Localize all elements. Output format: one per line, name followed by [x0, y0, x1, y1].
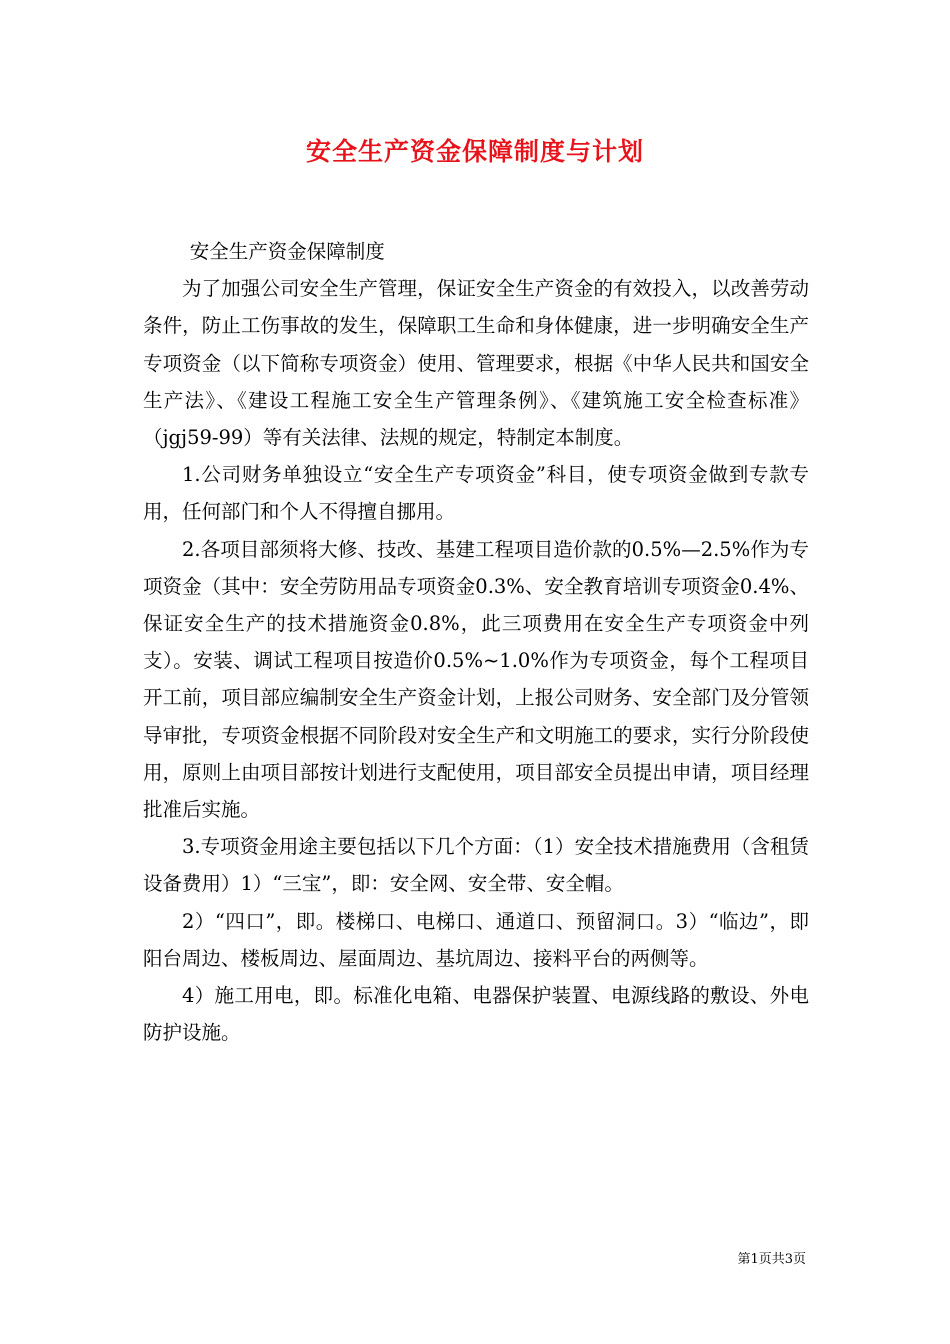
page-title: 安全生产资金保障制度与计划: [305, 137, 644, 166]
paragraph-intro: 为了加强公司安全生产管理，保证安全生产资金的有效投入，以改善劳动条件，防止工伤事故的发生，保障职工生命和身体健康，进一步明确安全生产专项资金（以下简称专项资金）使用、管理要求，根据《中华人民共和国安全生产法》、《建设工程施工安全生产管理条例》、《建筑施工安全检查标准》（jgj59-99）等有关法律、法规的规定，特制定本制度。: [143, 277, 809, 450]
paragraph-item-2: 2.各项目部须将大修、技改、基建工程项目造价款的0.5%—2.5%作为专项资金（其中：安全劳防用品专项资金0.3%、安全教育培训专项资金0.4%、保证安全生产的技术措施资金0.8%，此三项费用在安全生产专项资金中列支）。安装、调试工程项目按造价0.5%~1.0%作为专项资金，每个工程项目开工前，项目部应编制安全生产资金计划，上报公司财务、安全部门及分管领导审批，专项资金根据不同阶段对安全生产和文明施工的要求，实行分阶段使用，原则上由项目部按计划进行支配使用，项目部安全员提出申请，项目经理批准后实施。: [143, 537, 809, 822]
document-body: [143, 233, 809, 1051]
paragraph-item-1: 1.公司财务单独设立“安全生产专项资金”科目，使专项资金做到专款专用，任何部门和个人不得擅自挪用。: [143, 463, 809, 524]
paragraph-item-3: 3.专项资金用途主要包括以下几个方面：（1）安全技术措施费用（含租赁设备费用）1）“三宝”，即：安全网、安全带、安全帽。: [143, 835, 809, 896]
page-number: 第1页共3页: [737, 1252, 806, 1267]
paragraph-item-3-part-4: 4）施工用电，即。标准化电箱、电器保护装置、电源线路的敷设、外电防护设施。: [143, 984, 809, 1045]
section-heading: 安全生产资金保障制度: [189, 240, 385, 263]
paragraph-item-3-part-2: 2）“四口”，即。楼梯口、电梯口、通道口、预留洞口。3）“临边”，即阳台周边、楼板周边、屋面周边、基坑周边、接料平台的两侧等。: [143, 909, 809, 970]
